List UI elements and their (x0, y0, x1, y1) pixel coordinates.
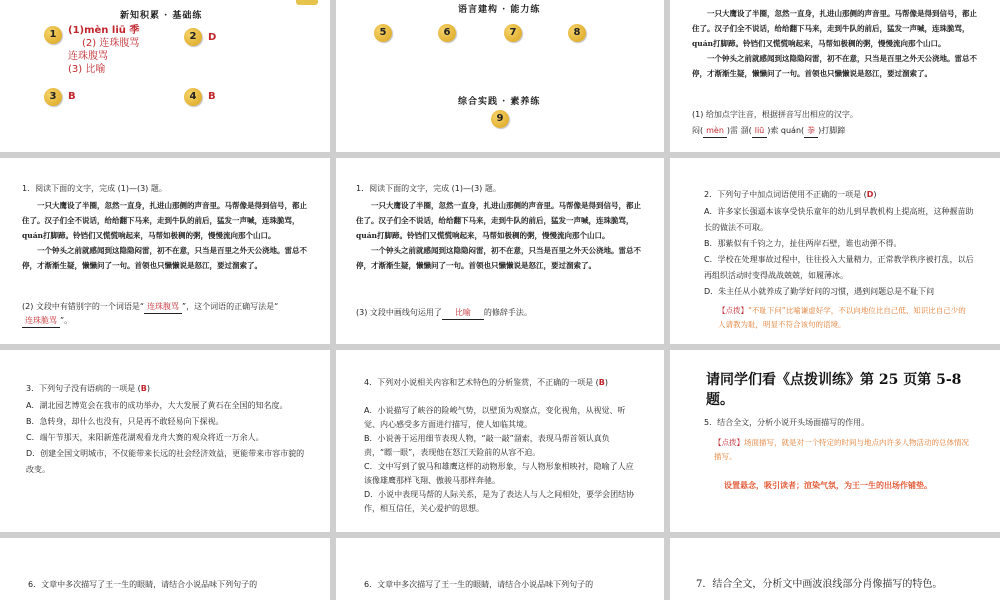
question-number-badge[interactable]: 6 (438, 24, 456, 42)
reading-passage (22, 198, 312, 273)
pinyin-answer-a[interactable]: mèn (703, 124, 727, 138)
option-c[interactable]: C．学校在处理事故过程中，往往投入大量精力，正常教学秩序被打乱，以后再组织活动时变得战战兢兢，如履薄冰。 (704, 255, 974, 280)
slide-ability-exercise[interactable] (336, 0, 664, 152)
sub-question-2 (22, 300, 312, 328)
question-heading: 1．阅读下面的文字，完成 (1)—(3) 题。 (356, 184, 501, 193)
q-end: ) (873, 190, 877, 199)
q3-answer[interactable]: 比喻 (442, 306, 484, 320)
question-number-badge[interactable]: 9 (491, 110, 509, 128)
section-title: 综合实践 · 素养练 (458, 97, 541, 107)
option-d[interactable]: D．创建全国文明城市，不仅能带来长远的社会经济效益，更能带来市容市貌的改变。 (26, 449, 305, 474)
q2-text-b: ”，这个词语的正确写法是“ (182, 302, 279, 311)
option-c[interactable]: C．端午节那天，来阳新莲花湖观看龙舟大赛的观众将近一万余人。 (26, 433, 264, 442)
passage-paragraph-2: 一个钟头之前就感闻到这隐隐闷雷，初不在意，只当是百里之外天公浇地。雷总不停，才渐渐生疑，懒懒问了一句。首领也只懒懒说是怒江，要过溜索了。 (22, 246, 307, 270)
options-list (26, 398, 308, 478)
slide-heading: 请同学们看《点拨训练》第 25 页第 5-8 题。 (706, 372, 962, 408)
question-2-stem (704, 188, 877, 201)
q-answer[interactable]: B (598, 378, 605, 387)
sub-question-3 (356, 306, 532, 320)
slide-question-6a[interactable] (0, 538, 330, 600)
question-6-stem: 6．文章中多次描写了王一生的眼睛，请结合小说品味下列句子的 (28, 580, 258, 589)
slide-question-4[interactable] (336, 350, 664, 532)
passage-paragraph-1: 一只大鹰设了半圈，忽然一直身，扎进山那侧的声音里。马帮像是得到信号，都止住了。汉子们全不说话，给给翻下马来，走到牛队的前后，猛发一声喊，连珠脆骂，quán打脚蹄。铃铛们又慌慌响起来，马帮如极稠的粥，慢慢流向那个山口。 (356, 201, 641, 240)
section-title: 新知积累 · 基础练 (120, 11, 203, 21)
slide-question-6b[interactable] (336, 538, 664, 600)
question-number-badge[interactable]: 3 (44, 88, 62, 106)
passage-paragraph-1: 一只大鹰设了半圈，忽然一直身，扎进山那侧的声音里。马帮像是得到信号，都止住了。汉子们全不说话，给给翻下马来，走到牛队的前后，猛发一声喊，连珠脆骂，quán打脚蹄。铃铛们又慌慌响起来，马帮如极稠的粥，慢慢流向那个山口。 (22, 201, 307, 240)
option-a[interactable]: A．许多家长强逼本该享受快乐童年的幼儿到早教机构上提高班，这种揠苗助长的做法不可取。 (704, 207, 974, 232)
pinyin-label-d: )打脚蹄 (818, 126, 846, 135)
pinyin-label-a: 闷( (692, 126, 704, 135)
q-answer[interactable]: D (866, 190, 874, 199)
question-3-stem (26, 382, 150, 395)
question-5-stem: 5．结合全文，分析小说开头场面描写的作用。 (704, 418, 870, 427)
q-end: ) (604, 378, 608, 387)
q2-answer-1[interactable]: 连珠腹骂 (144, 300, 182, 314)
reading-passage (692, 6, 982, 81)
q3-text-a: (3) 文段中画线句运用了 (356, 308, 442, 317)
options-list (364, 404, 636, 516)
q-text: 2．下列句子中加点词语使用不正确的一项是 ( (704, 190, 867, 199)
question-4-stem (364, 376, 636, 389)
pinyin-label-b: )雷 溜( (726, 126, 752, 135)
answer-2: D (208, 32, 217, 43)
question-number-badge[interactable]: 1 (44, 26, 62, 44)
passage-paragraph-1: 一只大鹰设了半圈，忽然一直身，扎进山那侧的声音里。马帮像是得到信号，都止住了。汉子们全不说话，给给翻下马来，走到牛队的前后，猛发一声喊，连珠脆骂，quán打脚蹄。铃铛们又慌慌响起来，马帮如极稠的粥，慢慢流向那个山口。 (692, 9, 977, 48)
option-d[interactable]: D．小说中表现马帮的人际关系，是为了表达人与人之间相处，要学会团结协作，相互信任，关心爱护的思想。 (364, 490, 635, 513)
slide-question-2[interactable] (670, 158, 1000, 344)
slide-question-5[interactable] (670, 350, 1000, 532)
answer-1-line1: (1)mèn liū 季 (68, 25, 140, 36)
slide-question-7[interactable] (670, 538, 1000, 600)
question-number-badge[interactable]: 8 (568, 24, 586, 42)
section-title: 语言建构 · 能力练 (458, 5, 541, 15)
q2-text-c: ”。 (60, 316, 73, 325)
answer-1-line2: (2) 连珠腹骂 (82, 38, 140, 49)
passage-paragraph-2: 一个钟头之前就感闻到这隐隐闷雷，初不在意，只当是百里之外天公浇地。雷总不停，才渐渐生疑，懒懒问了一句。首领也只懒懒说是怒江，要过溜索了。 (356, 246, 641, 270)
question-6-stem: 6．文章中多次描写了王一生的眼睛，请结合小说品味下列句子的 (364, 580, 594, 589)
hint-label: 【点拨】 (714, 438, 744, 447)
answer-3: B (68, 91, 76, 102)
pinyin-answer-c[interactable]: 拳 (804, 124, 818, 138)
q2-answer-2[interactable]: 连珠脆骂 (22, 314, 60, 328)
q3-text-b: 的修辞手法。 (483, 308, 532, 317)
hint-label: 【点拨】 (718, 306, 748, 315)
question-number-badge[interactable]: 4 (184, 88, 202, 106)
option-c[interactable]: C．文中写到了貌马和雄鹰这样的动物形象，与人物形象相映衬，隐喻了人应该像雄鹰那样飞翔、傲骏马那样奔驰。 (364, 462, 634, 485)
hint-box (718, 304, 968, 332)
option-b[interactable]: B．那紫似有千钧之力，扯住两岸石壁，谁也动弹不得。 (704, 239, 902, 248)
passage-paragraph-2: 一个钟头之前就感闻到这隐隐闷雷，初不在意，只当是百里之外天公浇地。雷总不停，才渐渐生疑，懒懒问了一句。首领也只懒懒说是怒江，要过溜索了。 (692, 54, 977, 78)
slide-reading-q1-3[interactable] (336, 158, 664, 344)
answer-1-line3: 连珠腹骂 (68, 51, 108, 62)
hint-text: 场面描写，就是对一个特定的时间与地点内许多人物活动的总体情况描写。 (714, 438, 969, 461)
option-a[interactable]: A．小说描写了峡谷的险峻气势，以壁顶为观察点，变化视角，从视觉、听觉、内心感受多方面进行描写，使人如临其境。 (364, 406, 626, 429)
corner-tab (296, 0, 318, 5)
q-text: 3．下列句子没有语病的一项是 ( (26, 384, 141, 393)
question-number-badge[interactable]: 5 (374, 24, 392, 42)
hint-text: “不耻下问”比喻谦虚好学，不以向地位比自己低、知识比自己少的人请教为耻，明显不符合该句的语境。 (718, 306, 966, 329)
reading-passage (356, 198, 646, 273)
question-number-badge[interactable]: 2 (184, 28, 202, 46)
question-7-stem: 7．结合全文，分析文中画波浪线部分肖像描写的特色。 (696, 579, 943, 590)
q-end: ) (146, 384, 150, 393)
answer-text: 设置悬念，吸引读者；渲染气氛，为王一生的出场作铺垫。 (724, 481, 932, 490)
option-a[interactable]: A．湖北园艺博览会在我市的成功举办，大大发展了黄石在全国的知名度。 (26, 401, 288, 410)
sub-question-1: (1) 给加点字注音，根据拼音写出相应的汉字。 (692, 110, 858, 119)
pinyin-row (692, 124, 845, 138)
slide-reading-q1-1[interactable] (670, 0, 1000, 152)
answer-1 (68, 24, 139, 76)
q-text: 4．下列对小说相关内容和艺术特色的分析鉴赏，不正确的一项是 ( (364, 378, 599, 387)
slide-basic-exercise[interactable] (0, 0, 330, 152)
pinyin-answer-b[interactable]: liū (752, 124, 768, 138)
options-list (704, 204, 974, 300)
slide-question-3[interactable] (0, 350, 330, 532)
answer-4: B (208, 91, 216, 102)
option-d[interactable]: D．朱主任从小就养成了勤学好问的习惯，遇到问题总是不耻下问 (704, 287, 935, 296)
slide-reading-q1-2[interactable] (0, 158, 330, 344)
option-b[interactable]: B．急转身，却什么也没有，只是再不敢轻易向下探视。 (26, 417, 224, 426)
answer-1-line4: (3) 比喻 (68, 64, 106, 75)
option-b[interactable]: B．小说善于运用细节表现人物，“敲一敲”溜索，表现马帮首领认真负责，“瞟一眼”，表现他在怒江天险前的从容不迫。 (364, 434, 610, 457)
hint-box (714, 436, 974, 464)
question-heading: 1．阅读下面的文字，完成 (1)—(3) 题。 (22, 184, 167, 193)
q-answer[interactable]: B (140, 384, 147, 393)
question-number-badge[interactable]: 7 (504, 24, 522, 42)
pinyin-label-c: )索 quán( (767, 126, 805, 135)
q2-text-a: (2) 文段中有错别字的一个词语是“ (22, 302, 145, 311)
